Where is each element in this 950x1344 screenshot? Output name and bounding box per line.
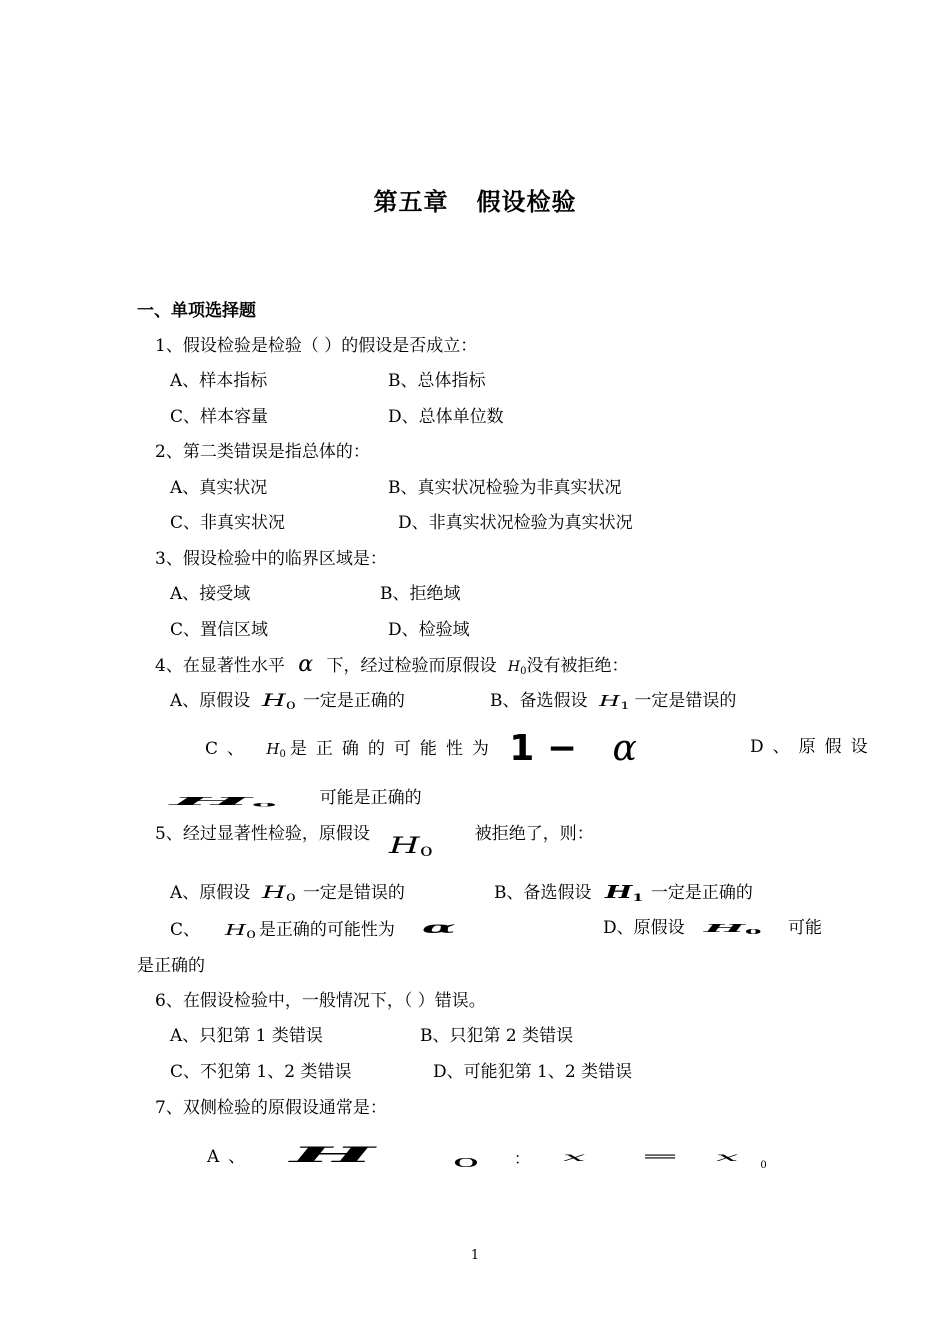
- q5-option-c: C、 $H_0$ 是正确的可能性为 α: [170, 917, 439, 947]
- q4-option-d-cont: $H_0$ 可能是正确的: [170, 787, 422, 819]
- h0-symbol: $H_0$: [704, 922, 762, 936]
- q3-option-a: A、接受域: [170, 584, 251, 604]
- q2-option-c: C、非真实状况: [170, 513, 286, 533]
- q6-option-b: B、只犯第 2 类错误: [420, 1026, 574, 1046]
- q1-option-d: D、总体单位数: [388, 407, 504, 427]
- h0-symbol: $H_0$: [507, 659, 527, 677]
- q1-option-a: A、样本指标: [170, 371, 268, 391]
- q3-option-b: B、拒绝域: [380, 584, 461, 604]
- chapter-title: 第五章 假设检验: [373, 187, 577, 216]
- question-4-stem: 4、在显著性水平 α 下，经过检验而原假设 $H_0$没有被拒绝：: [155, 652, 629, 677]
- equals-symbol: =: [640, 1147, 681, 1165]
- question-7-stem: 7、双侧检验的原假设通常是：: [155, 1098, 387, 1118]
- q6-option-d: D、可能犯第 1、2 类错误: [433, 1062, 633, 1082]
- q2-option-b: B、真实状况检验为非真实状况: [388, 478, 622, 498]
- alpha-symbol: α: [612, 728, 637, 769]
- q3-option-c: C、置信区域: [170, 620, 269, 640]
- h1-symbol: $H_1$: [598, 692, 631, 712]
- q7-option-a: A、: [207, 1147, 255, 1167]
- q4-option-d-label: D、原假设: [750, 737, 877, 757]
- x0-symbol: x: [715, 1149, 739, 1165]
- alpha-symbol: α: [422, 918, 457, 938]
- h0-symbol: $H_0$: [261, 691, 296, 712]
- q1-option-b: B、总体指标: [388, 371, 486, 391]
- h0-subscript: 0: [451, 1155, 480, 1171]
- h0-symbol: $H_0$: [261, 883, 296, 904]
- question-5-stem: 5、经过显著性检验，原假设 $H_0$被拒绝了，则：: [155, 823, 594, 864]
- q2-option-d: D、非真实状况检验为真实状况: [398, 513, 633, 533]
- h0-symbol: $H_0$: [266, 740, 286, 760]
- question-1-stem: 1、假设检验是检验（ ）的假设是否成立：: [155, 336, 478, 356]
- h0-symbol: $H_0$: [170, 794, 277, 808]
- one-minus-symbol: 1 −: [509, 728, 578, 769]
- q4-option-a: A、原假设 $H_0$ 一定是正确的: [170, 690, 405, 718]
- q7-formula: [290, 1138, 767, 1183]
- x-symbol: x: [563, 1149, 586, 1165]
- q5-option-d: D、原假设 $H_0$ 可能: [603, 918, 823, 938]
- q3-option-d: D、检验域: [388, 620, 470, 640]
- colon-symbol: ：: [514, 1149, 531, 1168]
- h0-symbol: $H_0$: [389, 834, 434, 860]
- section-heading: 一、单项选择题: [137, 301, 256, 321]
- h1-symbol: $H_1$: [604, 882, 644, 904]
- alpha-symbol: α: [298, 652, 314, 677]
- q5-option-b: B、备选假设 $H_1$ 一定是正确的: [494, 882, 753, 910]
- q1-option-c: C、样本容量: [170, 407, 269, 427]
- page-number: 1: [470, 1248, 480, 1263]
- q6-option-c: C、不犯第 1、2 类错误: [170, 1062, 352, 1082]
- h0-symbol: $H_0$: [225, 921, 257, 941]
- question-6-stem: 6、在假设检验中，一般情况下，（ ）错误。: [155, 991, 486, 1011]
- x0-subscript: 0: [760, 1160, 767, 1171]
- question-3-stem: 3、假设检验中的临界区域是：: [155, 549, 387, 569]
- q6-option-a: A、只犯第 1 类错误: [170, 1026, 323, 1046]
- q5-option-d-cont: 是正确的: [137, 956, 205, 976]
- q4-option-c: C、 $H_0$ 是正确的可能性为 1 − α: [205, 728, 637, 769]
- q5-option-a: A、原假设 $H_0$ 一定是错误的: [170, 882, 405, 910]
- h0-symbol: H: [290, 1142, 375, 1167]
- q4-option-b: B、备选假设 $H_1$ 一定是错误的: [490, 690, 736, 718]
- q2-option-a: A、真实状况: [170, 478, 268, 498]
- question-2-stem: 2、第二类错误是指总体的：: [155, 442, 370, 462]
